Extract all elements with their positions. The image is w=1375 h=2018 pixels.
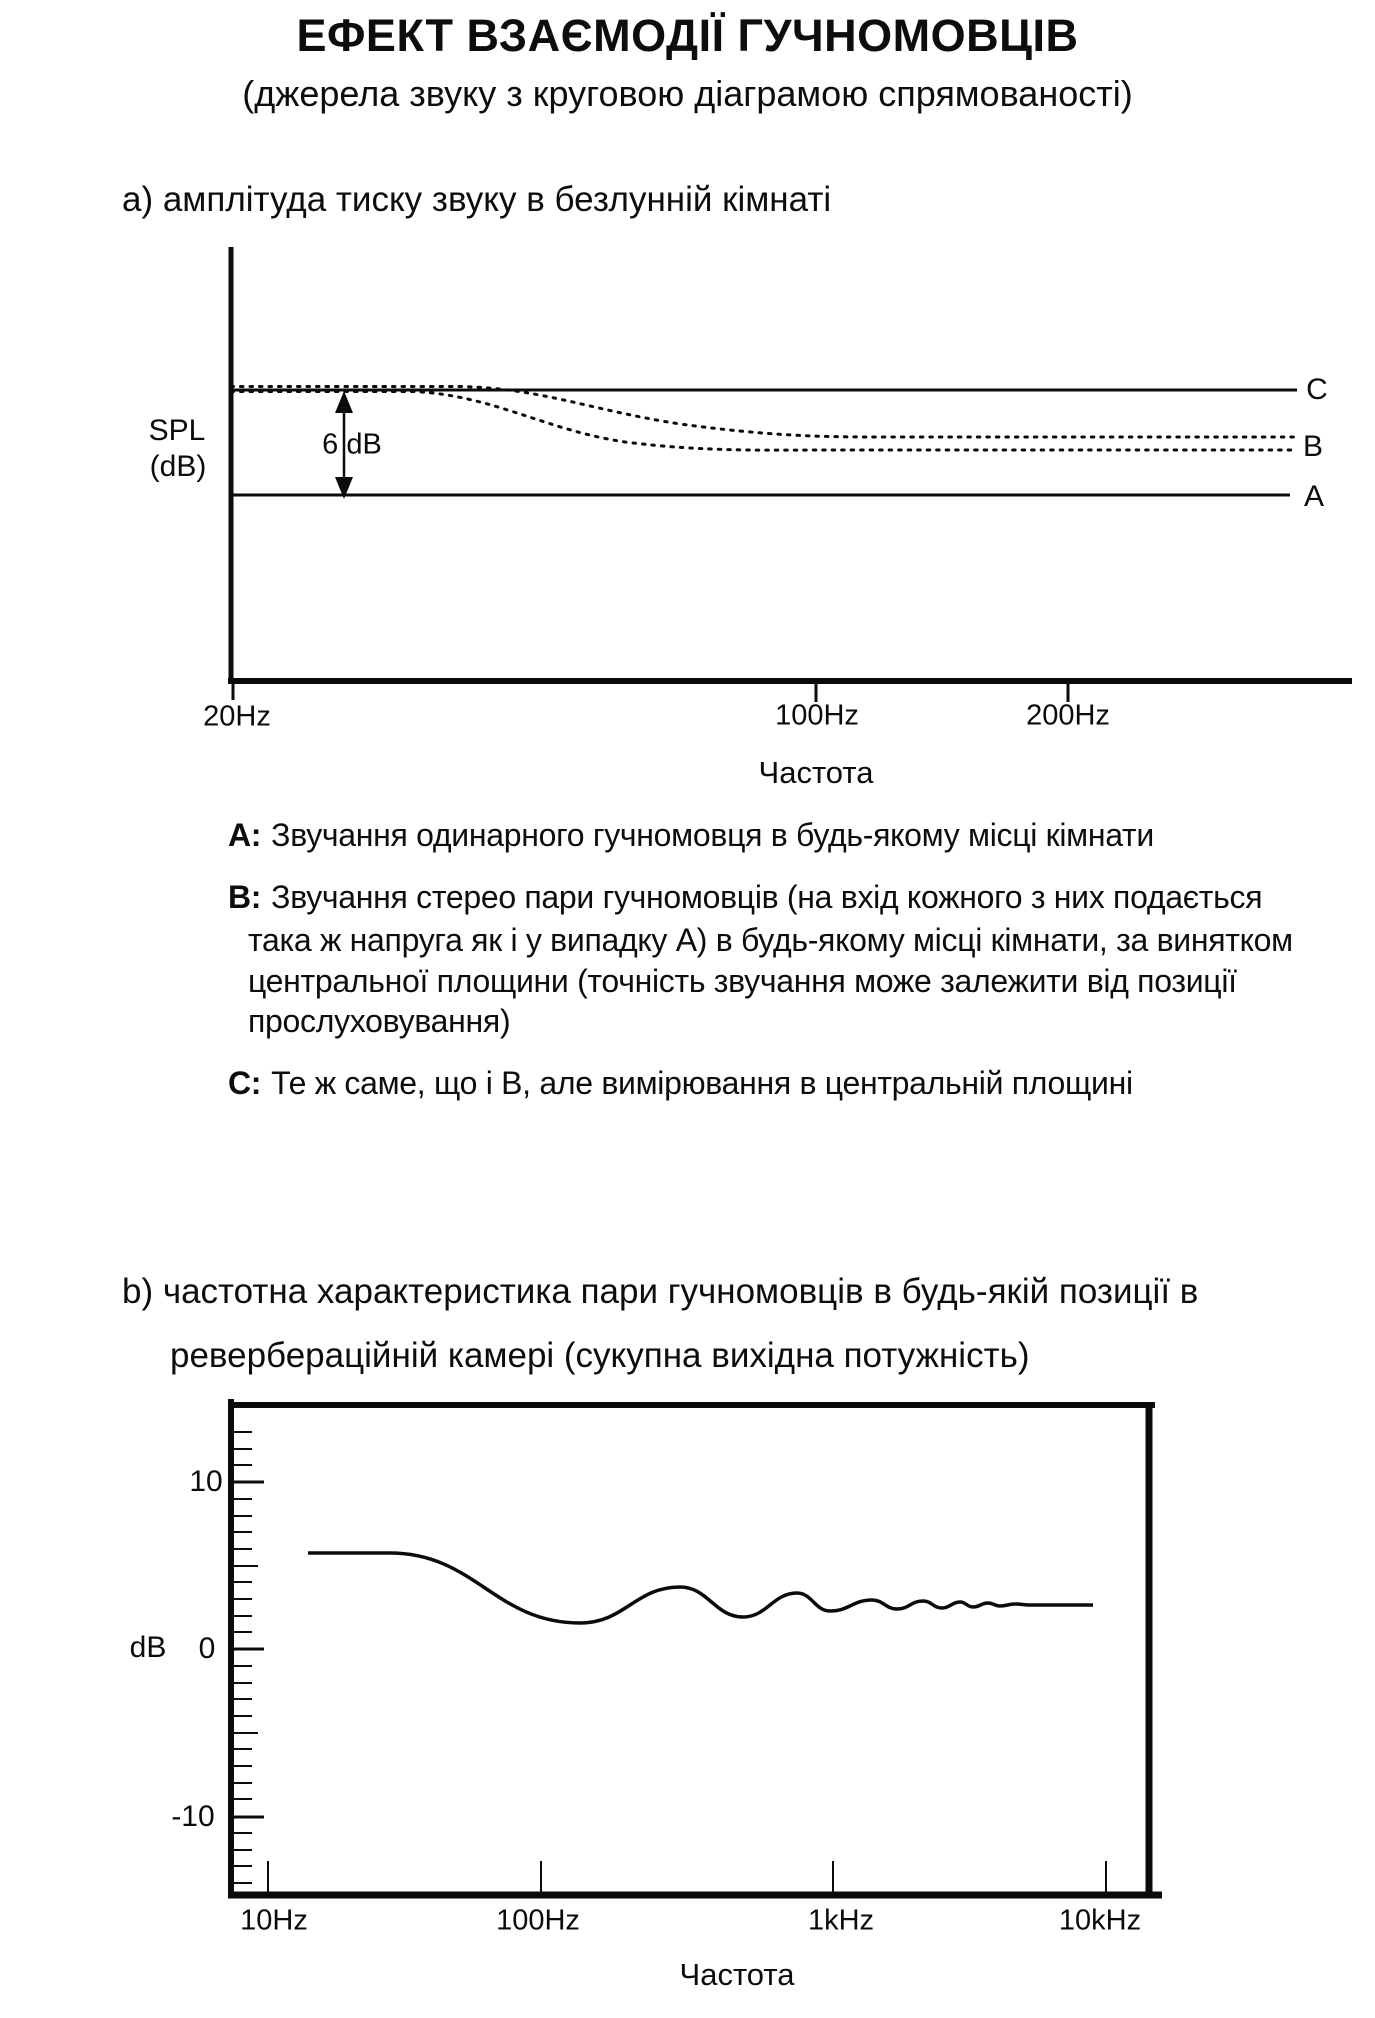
legend-text-b1: Звучання стерео пари гучномовців (на вхід кожного з них подається (271, 879, 1263, 915)
chart-b-response-curve (308, 1553, 1093, 1623)
curve-c-label: C (1306, 373, 1328, 406)
section-a-heading: а) амплітуда тиску звуку в безлунній кімнаті (122, 180, 832, 219)
chart-a-ylabel-spl: SPL (148, 414, 206, 447)
chart-a-ylabel-db: (dB) (149, 450, 207, 483)
chart-b-x-ticks (268, 1861, 1106, 1892)
chart-a-axes (228, 247, 1352, 702)
chart-a-xtick-20hz: 20Hz (203, 700, 271, 733)
chart-b-xtick-100hz: 100Hz (496, 1904, 580, 1937)
chart-b-y-ticks (234, 1432, 264, 1883)
legend-item-c (228, 1065, 1133, 1102)
curve-b-label: B (1302, 430, 1324, 463)
section-b-heading-line1: b) частотна характеристика пари гучномовців в будь-якій позиції в (122, 1272, 1199, 1311)
curve-b-lower-dotted (231, 392, 1294, 451)
legend-item-b-line1 (228, 879, 1262, 916)
section-b-heading-line2: ревербераційній камері (сукупна вихідна потужність) (170, 1336, 1030, 1375)
chart-a-xtick-100hz: 100Hz (775, 699, 859, 732)
page-title: ЕФЕКТ ВЗАЄМОДІЇ ГУЧНОМОВЦІВ (296, 10, 1079, 61)
chart-b-ytick-minus10: -10 (171, 1800, 215, 1833)
chart-b-xtick-10khz: 10kHz (1058, 1904, 1142, 1937)
legend-text-b3: центральної площини (точність звучання може залежити від позиції (248, 963, 1237, 999)
legend-key-c: C: (228, 1065, 262, 1101)
curve-b-upper-dotted (231, 387, 1294, 438)
legend-key-a: A: (228, 817, 262, 853)
legend-item-b-line4 (248, 1003, 510, 1040)
chart-a-xaxis-title: Частота (758, 755, 874, 790)
chart-b-xaxis-title: Частота (679, 1957, 795, 1992)
legend-text-a: Звучання одинарного гучномовця в будь-якому місці кімнати (271, 817, 1154, 853)
legend-text-b2: така ж напруга як і у випадку А) в будь-якому місці кімнати, за винятком (248, 922, 1293, 958)
page-subtitle: (джерела звуку з круговою діаграмою спрямованості) (242, 73, 1133, 114)
chart-a-xtick-200hz: 200Hz (1026, 699, 1110, 732)
legend-item-a (228, 817, 1154, 854)
legend-key-b: B: (228, 879, 262, 915)
chart-b-frame (228, 1399, 1162, 1898)
chart-b-ytick-plus10: 10 (189, 1465, 223, 1498)
chart-b-yaxis-title: dB (129, 1631, 167, 1664)
legend-text-b4: прослуховування) (248, 1003, 511, 1039)
chart-b-ytick-0: 0 (198, 1632, 216, 1665)
legend-item-b-line2 (248, 922, 1293, 959)
chart-b-xtick-1khz: 1kHz (807, 1904, 875, 1937)
legend-item-b-line3 (248, 963, 1237, 1000)
curve-a-label: A (1303, 480, 1325, 513)
chart-b-xtick-10hz: 10Hz (240, 1904, 308, 1937)
arrow-up-icon (335, 391, 353, 413)
chart-a-6db-annotation: 6 dB (322, 428, 382, 461)
chart-a-series (231, 387, 1297, 496)
legend-text-c: Те ж саме, що і В, але вимірювання в центральній площині (271, 1065, 1133, 1101)
